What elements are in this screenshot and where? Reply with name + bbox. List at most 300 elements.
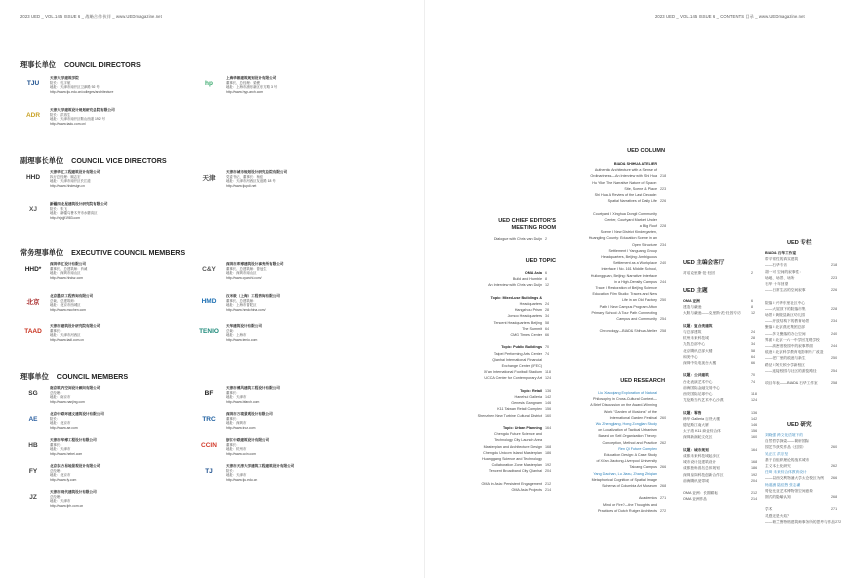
toc-entry-page: 70 <box>751 373 756 378</box>
toc-entry-title: Headquarters, Beijing: Ambiguous <box>601 255 657 260</box>
member-url[interactable]: http://www.tjupdi.net <box>226 183 257 188</box>
toc-entry-page: 160 <box>751 435 758 440</box>
member-text <box>226 438 269 456</box>
toc-entry-title: 路径 I 阿夫顿小学新校区 <box>765 362 805 367</box>
toc-entry-title: ——多义聚落的办公空间 <box>765 331 806 336</box>
toc-entry-title: OMA 亚洲：长期耕耘 <box>683 491 719 496</box>
member-name: 上海华都建筑规划设计有限公司 <box>226 76 277 80</box>
member-url[interactable]: http://www.cyarchi.com/ <box>226 275 262 280</box>
member-name: 深圳华汇设计有限公司 <box>50 262 86 266</box>
member-url[interactable]: http://www.trcz.com <box>226 425 256 430</box>
toc-entry-title: Wu Zhengjiang, Hong Zongjian Study <box>595 422 657 427</box>
member-url[interactable]: http://www.tju.edu.cn/colleges/architecture <box>50 89 114 94</box>
member-line: 地址：深圳市南山区 <box>226 271 257 276</box>
member-name: 北京墨臣工程咨询有限公司 <box>50 294 94 298</box>
toc-entry-title: OMA 亚洲 <box>683 299 700 303</box>
member-entry <box>20 324 190 342</box>
toc-entry-title: 学术 <box>765 507 773 512</box>
toc-entry-page: 218 <box>660 174 667 179</box>
toc-entry-title: ——开放结构下的教育场景 <box>765 319 810 324</box>
member-name: 天津市城市规划设计研究总院有限公司 <box>226 170 288 174</box>
toc-entry-title: Academics <box>638 496 657 501</box>
section-council-vice-directors <box>20 156 167 166</box>
toc-entry-page: 240 <box>831 331 838 336</box>
member-line: 地址：上海市普陀区 <box>226 303 257 308</box>
member-text <box>50 386 100 404</box>
toc-entry-page: 260 <box>660 415 667 420</box>
cn-chief-title: UED 主编会客厅 <box>683 260 725 266</box>
toc-entry-title: ——连接校园与社区的游览路径 <box>765 368 817 373</box>
toc-entry-title: Huanggang Science and Technology <box>481 457 542 462</box>
member-text <box>50 324 100 342</box>
member-text <box>226 324 262 342</box>
member-entry <box>20 412 190 430</box>
toc-entry-title: 项目年表——BIAD& 石华工作室 <box>765 381 818 386</box>
member-name: 浙江中联建筑设计有限公司 <box>226 438 270 442</box>
member-url[interactable]: http://www.hhdsz.com <box>50 275 83 280</box>
toc-entry-title: Masterplan and Architecture Design <box>483 444 542 449</box>
member-text <box>50 76 113 94</box>
toc-entry-page: 66 <box>751 361 756 366</box>
toc-entry-title: Metaphorical Cognition of Spatial Image <box>591 477 657 482</box>
toc-entry-title: 韩华 Galleria 百货大楼 <box>683 416 720 421</box>
toc-entry-page: 226 <box>660 199 667 204</box>
member-line: 地址：天津市南开区卫津路 92 号 <box>50 85 100 90</box>
member-url[interactable]: http://www.tju.edu.cn <box>226 477 258 482</box>
section-executive-council-members <box>20 248 185 258</box>
toc-entry-title: Life in an Old Factory <box>621 298 657 303</box>
member-line: 地址：南京市 <box>50 395 71 400</box>
toc-entry-title: OMA Asia Projects <box>511 488 542 493</box>
member-line: 地址：天津市 <box>226 395 247 400</box>
toc-entry-title: Ren Qi Future Complex <box>618 446 657 451</box>
member-logo: FY <box>28 467 38 475</box>
chief-editor-list <box>450 236 556 242</box>
toc-entry-page: 204 <box>545 469 552 474</box>
toc-entry-page: 218 <box>831 263 838 268</box>
member-text <box>226 262 284 280</box>
member-name: 天津华汇工程建筑设计有限公司 <box>50 170 101 174</box>
toc-entry-title: OMA in Asia: Persistent Engagement <box>481 481 542 486</box>
toc-entry-page: 250 <box>660 298 667 303</box>
topic-list <box>440 270 556 493</box>
toc-entry-title: Practices of Dutch Rutger Architects <box>597 508 657 513</box>
section-en: COUNCIL MEMBERS <box>56 372 129 381</box>
toc-entry-title: K11 Taiwan Retail Complex <box>497 407 542 412</box>
toc-entry-title: Topic: Retail <box>520 388 542 393</box>
member-entry <box>20 438 190 456</box>
running-head-right: 2023 UED _ VOL.145 ISSUE 6 _ CONTENTS 目录 _ www.UEDmagazine.net <box>655 14 805 19</box>
toc-entry-title: Hu Yike The Narrative Nature of Space: <box>592 180 657 185</box>
toc-entry[interactable] <box>543 328 671 334</box>
toc-entry-title: 自然哲学探索——简析国际 <box>765 439 810 444</box>
member-line: 执行总经理：顾志宏 <box>50 174 81 179</box>
member-url[interactable]: http://www.hmdchina.com/ <box>226 307 266 312</box>
toc-entry-title: 大胆与谦逊——克里斯·范·杜因专访 <box>683 311 741 316</box>
member-text <box>50 438 97 456</box>
section-cn: 理事长单位 <box>20 60 56 69</box>
member-line: 董事长： <box>226 442 240 447</box>
toc-entry-page: 124 <box>545 376 552 381</box>
toc-entry-title: 杭州未来科技城 <box>683 336 709 341</box>
toc-entry-title: of Xi'an Jiaotong-Liverpool University <box>596 459 657 464</box>
member-entry <box>20 108 190 126</box>
member-entry <box>196 294 366 312</box>
member-line: 院长：洪再生 <box>50 112 71 117</box>
member-name: 南京筑内空间设计顾问有限公司 <box>50 386 101 390</box>
right-page <box>425 0 850 578</box>
member-line: 地址：天津市河西区友谊路 18 号 <box>226 179 276 184</box>
toc-entry-title: 深圳皇岗科技创新合作区 <box>683 472 724 477</box>
toc-entry-page: 136 <box>545 388 552 393</box>
member-line: 总裁： <box>226 328 237 333</box>
toc-entry-title: 带平常性的真实建筑 <box>765 257 799 262</box>
toc-entry-title: Settlement as a Workplace <box>613 261 657 266</box>
toc-entry-title: 哥伦比亚艺术博物馆空间意象 <box>765 488 813 493</box>
toc-entry-title: on Localization of Tactical Urbanism <box>598 428 657 433</box>
member-line: 总经理： <box>50 468 64 473</box>
member-logo: XJ <box>29 205 37 213</box>
member-line: 地址：深圳市南山区 <box>50 271 81 276</box>
member-entry <box>196 76 366 94</box>
member-logo: HMD <box>201 297 217 305</box>
toc-entry-page: 223 <box>831 275 838 280</box>
toc-entry-title: a Big Roof <box>639 224 657 229</box>
member-url[interactable]: http://www.tadu.com.cn/ <box>50 121 86 126</box>
toc-entry-page: 8 <box>545 277 548 282</box>
member-url[interactable]: http://www.hyp-arch.com <box>226 89 264 94</box>
toc-entry-title: 灵感还是火焰？ <box>765 513 791 518</box>
member-entry <box>20 202 190 220</box>
toc-entry-title: 主义本土化研究 <box>765 464 791 469</box>
member-text <box>226 464 294 482</box>
toc-entry-title: ——老厂里的痕迹与新生 <box>765 356 806 361</box>
member-url[interactable]: http://www.fy.com <box>50 477 77 482</box>
toc-entry-title: 成都未来科技城起步区 <box>683 454 720 459</box>
toc-entry-title: Tencent Headquarters Beijing <box>493 320 542 325</box>
toc-entry-title: Scene I New District Kindergarten, <box>600 230 657 235</box>
toc-entry-page: 6 <box>545 271 548 275</box>
toc-entry-title: Chronology—BIAD& Shihua Atelier <box>599 329 657 334</box>
toc-entry-title: Chengdu Unicorn Island Masterplan <box>483 450 542 455</box>
toc-entry-page: 64 <box>751 354 756 359</box>
toc-entry-page: 66 <box>545 333 550 338</box>
section-en: COUNCIL VICE DIRECTORS <box>71 156 167 165</box>
toc-entry-title: ——高密度校园中的叙事界面 <box>765 344 813 349</box>
member-line: 地址：杭州市 <box>226 447 247 452</box>
member-line: 院长： <box>226 468 237 473</box>
toc-entry-page: 34 <box>545 314 550 319</box>
toc-entry-page: 254 <box>660 317 667 322</box>
toc-entry[interactable] <box>765 380 843 386</box>
toc-entry-title: Shi Hua A Review of the Last Decade: <box>594 193 657 198</box>
member-name: 汉米敦（上海）工程咨询有限公司 <box>226 294 280 298</box>
member-url[interactable]: http://www.hebei.com <box>50 451 83 456</box>
toc-entry-page: 136 <box>751 410 758 415</box>
toc-entry-title: Interface I No. 161 Middle School, <box>601 267 657 272</box>
toc-entry-title: 园艺节获奖作品《幻园》 <box>765 445 806 450</box>
section-en: EXECUTIVE COUNCIL MEMBERS <box>71 248 186 257</box>
member-name: 新疆西北星建筑设计研究院有限公司 <box>50 202 108 206</box>
toc-entry-title: Hanehui Galleria <box>514 395 542 400</box>
member-name: 北京中联环建文建筑设计有限公司 <box>50 412 104 416</box>
cn-chief-list <box>683 270 763 276</box>
toc-entry-title: UCCA Center for Contemporary Art <box>484 376 542 381</box>
toc-entry-title: Taipei Performing Arts Center <box>493 351 542 356</box>
section-cn: 理事单位 <box>20 372 49 381</box>
toc-entry-title: ——荷兰鲁特格建筑师事务所的思考与作品 <box>765 519 836 524</box>
toc-entry-page: 160 <box>545 413 552 418</box>
toc-entry-title: Topic: Mixed-use Buildings & <box>490 295 542 300</box>
toc-entry-title: 议题：公共建筑 <box>683 373 709 378</box>
member-text <box>226 170 287 188</box>
cn-research-list <box>765 432 843 525</box>
toc-entry-title: 刘晓强 跨文化语境下的 <box>765 433 803 437</box>
member-line: 总经理： <box>50 494 64 499</box>
toc-entry-title: Xi'an International Football Stadium <box>483 370 542 375</box>
topic-title: UED TOPIC <box>525 258 556 264</box>
toc-entry-title: Tencent Broadband City Qianhai <box>488 469 542 474</box>
toc-entry-title: 界面 I 北京一六一中学回龙观学校 <box>765 337 820 342</box>
toc-entry-page: 258 <box>831 381 838 386</box>
member-logo: TAAD <box>24 327 42 335</box>
member-entry <box>20 490 190 508</box>
toc-entry-title: Huangling County: Education Scene in an <box>588 236 657 241</box>
member-text <box>226 294 280 312</box>
member-text <box>50 108 115 126</box>
toc-entry-title: 前海国际金融交易中心 <box>683 385 720 390</box>
member-logo: AE <box>28 415 38 423</box>
member-url[interactable]: http://www.mochen.com <box>50 307 86 312</box>
member-line: 地址：天津市 <box>226 473 247 478</box>
member-line: 地址：上海市浦东新区东方路 3 号 <box>226 85 278 90</box>
member-line: 董事长： <box>50 328 64 333</box>
toc-entry-page: 272 <box>835 519 842 524</box>
toc-entry-title: Path I New Campus Program Afton <box>599 304 657 309</box>
toc-entry-title: Campus and Community <box>616 317 657 322</box>
toc-entry-page: 118 <box>545 370 551 375</box>
toc-entry-page: 64 <box>545 326 550 331</box>
toc-entry-title: 院落 I 兴华东里社区中心 <box>765 300 805 305</box>
toc-entry-title: 尤伦斯当代艺术中心沙漠 <box>683 398 724 403</box>
toc-entry-page: 240 <box>660 261 667 266</box>
toc-entry-title: 图式的隐喻认知 <box>765 495 791 500</box>
toc-entry-title: A Brief Discussion on the Award-Winning <box>590 403 657 408</box>
toc-entry-title: Settlement I Yanguang Group <box>608 248 657 253</box>
toc-entry-page: 168 <box>545 444 552 449</box>
member-url[interactable]: http://www.ae.com <box>50 425 78 430</box>
toc-entry-title: Dialogue with Chris van Duijn <box>493 237 542 241</box>
member-text <box>50 262 87 280</box>
member-line: 地址：新疆乌鲁木齐市水磨沟区 <box>50 211 98 216</box>
member-text <box>226 386 280 404</box>
member-line: 总经理： <box>50 390 64 395</box>
toc-entry-page: 212 <box>751 491 758 496</box>
toc-entry-title: 与总部建筑 <box>683 330 702 334</box>
toc-entry-title: Schema of Columbia Art Museum <box>602 484 657 489</box>
member-line: 地址：天津市南开区鞍山西道 192 号 <box>50 117 106 122</box>
section-council-directors <box>20 60 141 70</box>
member-entry <box>20 386 190 404</box>
member-url[interactable]: http://www.ccin.com <box>226 451 256 456</box>
toc-entry-page: 192 <box>545 463 552 468</box>
toc-entry-title: 任琦 未来综合体教育设计 <box>765 470 807 475</box>
toc-entry-page: 228 <box>831 306 838 311</box>
toc-entry-title: Open Structure <box>631 242 657 247</box>
toc-entry-page: 164 <box>751 447 758 452</box>
member-line: 院长： <box>50 416 61 421</box>
toc-entry-page: 24 <box>751 330 756 334</box>
member-logo: TRC <box>202 415 216 423</box>
toc-entry-title: International Garden Festival <box>609 415 657 420</box>
section-en: COUNCIL DIRECTORS <box>63 60 141 69</box>
toc-entry-page: 228 <box>660 224 667 229</box>
member-url[interactable]: http://xjxjjf1983.com <box>50 215 80 220</box>
toc-entry-page: 12 <box>751 311 756 316</box>
toc-entry-title: Philosophy in Cross-Cultural Context— <box>593 397 657 402</box>
toc-entry[interactable] <box>543 508 671 514</box>
toc-entry-page: 226 <box>831 288 838 293</box>
toc-entry-page: 58 <box>545 320 550 325</box>
toc-entry[interactable] <box>683 270 763 276</box>
toc-entry-page: 214 <box>751 497 758 502</box>
toc-entry-title: 议题：零售 <box>683 410 702 415</box>
toc-entry-page: 74 <box>545 351 550 356</box>
toc-entry-page: 156 <box>545 407 552 412</box>
toc-entry-page: 214 <box>545 488 552 493</box>
toc-entry-page: 146 <box>751 423 758 428</box>
member-logo: hp <box>205 79 213 87</box>
toc-entry-title: 德尼斯江南大厦 <box>683 423 709 428</box>
toc-entry-page: 262 <box>831 464 838 469</box>
toc-entry-page: 254 <box>831 368 838 373</box>
toc-entry[interactable] <box>683 496 763 502</box>
member-line: 地址：北京市 <box>50 473 71 478</box>
member-entry <box>196 464 366 482</box>
member-entry <box>20 464 190 482</box>
toc-entry-page: 262 <box>660 440 667 445</box>
member-line: 地址：上海市 <box>226 333 247 338</box>
member-text <box>226 412 273 430</box>
toc-entry-title: 场景 I 黄陵县新区幼儿园 <box>765 313 805 318</box>
toc-entry-title: Education Design: A Case Study <box>603 453 657 458</box>
toc-entry-title: Conception, Method and Practice <box>602 440 657 445</box>
toc-entry-title: 基于自组织理论的战术城市 <box>765 457 810 462</box>
toc-entry-title: Huilongguan, Beijing: Narrative Interface <box>590 273 657 278</box>
toc-entry-title: Jomoo Headquarters <box>507 314 542 319</box>
member-line: 董事长、总经理：梁俊 <box>226 80 260 85</box>
toc-entry-title: Ordinariness—An Interview with Shi Hua <box>590 174 657 179</box>
section-cn: 常务理事单位 <box>20 248 64 257</box>
member-url[interactable]: http://www.hhdesign.cn <box>50 183 85 188</box>
toc-entry-title: An Interview with Chris van Duijn <box>488 283 542 288</box>
member-line: 党委书记、董事长：杨佳 <box>226 174 264 179</box>
toc-entry-page: 2 <box>751 271 754 275</box>
member-name: 天津市现代建筑设计有限公司 <box>50 490 97 494</box>
member-url[interactable]: http://www.tadi.com.cn <box>50 337 84 342</box>
toc-entry-title: 杨道涵 陆佳煦 张志谦 <box>765 482 801 487</box>
toc-entry-title: 胡一可 空间的叙事性： <box>765 269 803 274</box>
toc-entry-title: 建造与谦逊 <box>683 305 702 310</box>
member-line: 院长：孔宇航 <box>50 80 71 85</box>
cn-topic-list <box>683 298 763 503</box>
member-url[interactable]: http://www.tjrh.com.cn <box>50 503 84 508</box>
toc-entry-page: 164 <box>545 426 552 431</box>
toc-entry-title: Courtyard I Xinghua Dongli Community <box>593 211 657 216</box>
toc-entry-page: 142 <box>545 395 552 400</box>
toc-entry[interactable] <box>440 487 556 493</box>
toc-entry-title: 和美中心 <box>683 354 698 359</box>
member-line: 董事长： <box>226 416 240 421</box>
toc-entry-title: Taicang Campus <box>629 465 657 470</box>
section-cn: 副理事长单位 <box>20 156 64 165</box>
member-logo: C&Y <box>202 265 216 273</box>
member-line: 董事长、总建筑师： <box>226 298 257 303</box>
member-line: 地址：天津市 <box>50 447 71 452</box>
toc-entry-page: 168 <box>751 460 758 465</box>
member-name: 天津市建筑设计研究院有限公司 <box>50 324 101 328</box>
toc-entry-title: 前海腾讯宽带城 <box>683 478 709 483</box>
toc-entry-title: 深圳新涡轮文化区 <box>683 435 713 440</box>
toc-entry-page: 234 <box>660 242 667 247</box>
member-text <box>50 202 108 220</box>
member-entry <box>20 170 190 188</box>
toc-entry-title: Trace I Restoration of Beijing Science <box>595 286 657 291</box>
toc-entry-title: Chengdu Future Science and <box>494 432 542 437</box>
member-text <box>50 412 104 430</box>
member-entry <box>20 262 190 280</box>
member-line: 董事长、总建筑师：曾冠生 <box>226 266 267 271</box>
toc-entry-page: 204 <box>751 478 758 483</box>
toc-entry[interactable] <box>765 519 843 525</box>
toc-entry-title: Build and Humble <box>512 277 542 282</box>
cn-column-title: UED 专栏 <box>787 240 812 246</box>
toc-entry-title: 深圳中央电视台大楼 <box>683 361 717 366</box>
toc-entry-title: OMA 亚洲作品 <box>683 497 707 502</box>
member-name: 天华建筑设计有限公司 <box>226 324 262 328</box>
member-name: 北京东方易地景观设计有限公司 <box>50 464 101 468</box>
member-url[interactable]: http://www.bfarch.com <box>226 399 260 404</box>
toc-entry-page: 260 <box>831 445 838 450</box>
member-logo: ADR <box>25 111 41 119</box>
member-logo: BF <box>204 389 214 397</box>
member-text <box>50 170 100 188</box>
member-url[interactable]: http://www.nanjing.com <box>50 399 85 404</box>
toc-entry-page: 28 <box>545 308 550 313</box>
toc-entry-title: 西安国际足球中心 <box>683 392 713 397</box>
toc-entry-page: 2 <box>545 237 548 241</box>
toc-entry-title: Genesis Gangnam <box>511 401 542 406</box>
toc-entry-title: 聚落 I 北京燕光集团总部 <box>765 325 805 330</box>
toc-entry-title: OMA Asia <box>524 271 542 275</box>
toc-entry-title: BIAD& SHIHUA ATELIER <box>613 162 657 166</box>
toc-entry-page: 234 <box>831 319 838 324</box>
toc-entry-page: 266 <box>831 476 838 481</box>
toc-entry-page: 244 <box>831 344 838 349</box>
toc-entry-page: 118 <box>751 392 757 397</box>
member-url[interactable]: http://www.tenio.com <box>226 337 258 342</box>
cn-research-title: UED 研究 <box>787 422 812 428</box>
member-line: 地址：天津市 <box>50 499 71 504</box>
toc-entry-page: 28 <box>751 336 756 341</box>
member-line: 董事长： <box>226 390 240 395</box>
member-entry <box>20 76 190 94</box>
member-name: 深圳市库博建筑设计事务所有限公司 <box>226 262 284 266</box>
toc-entry-title: ——以西交利物浦大学太仓校区为例 <box>765 476 824 481</box>
toc-entry-title: Center, Courtyard Market Under <box>604 217 657 222</box>
toc-entry-title: 议题：复合类建筑 <box>683 323 713 328</box>
toc-entry[interactable] <box>450 236 556 242</box>
